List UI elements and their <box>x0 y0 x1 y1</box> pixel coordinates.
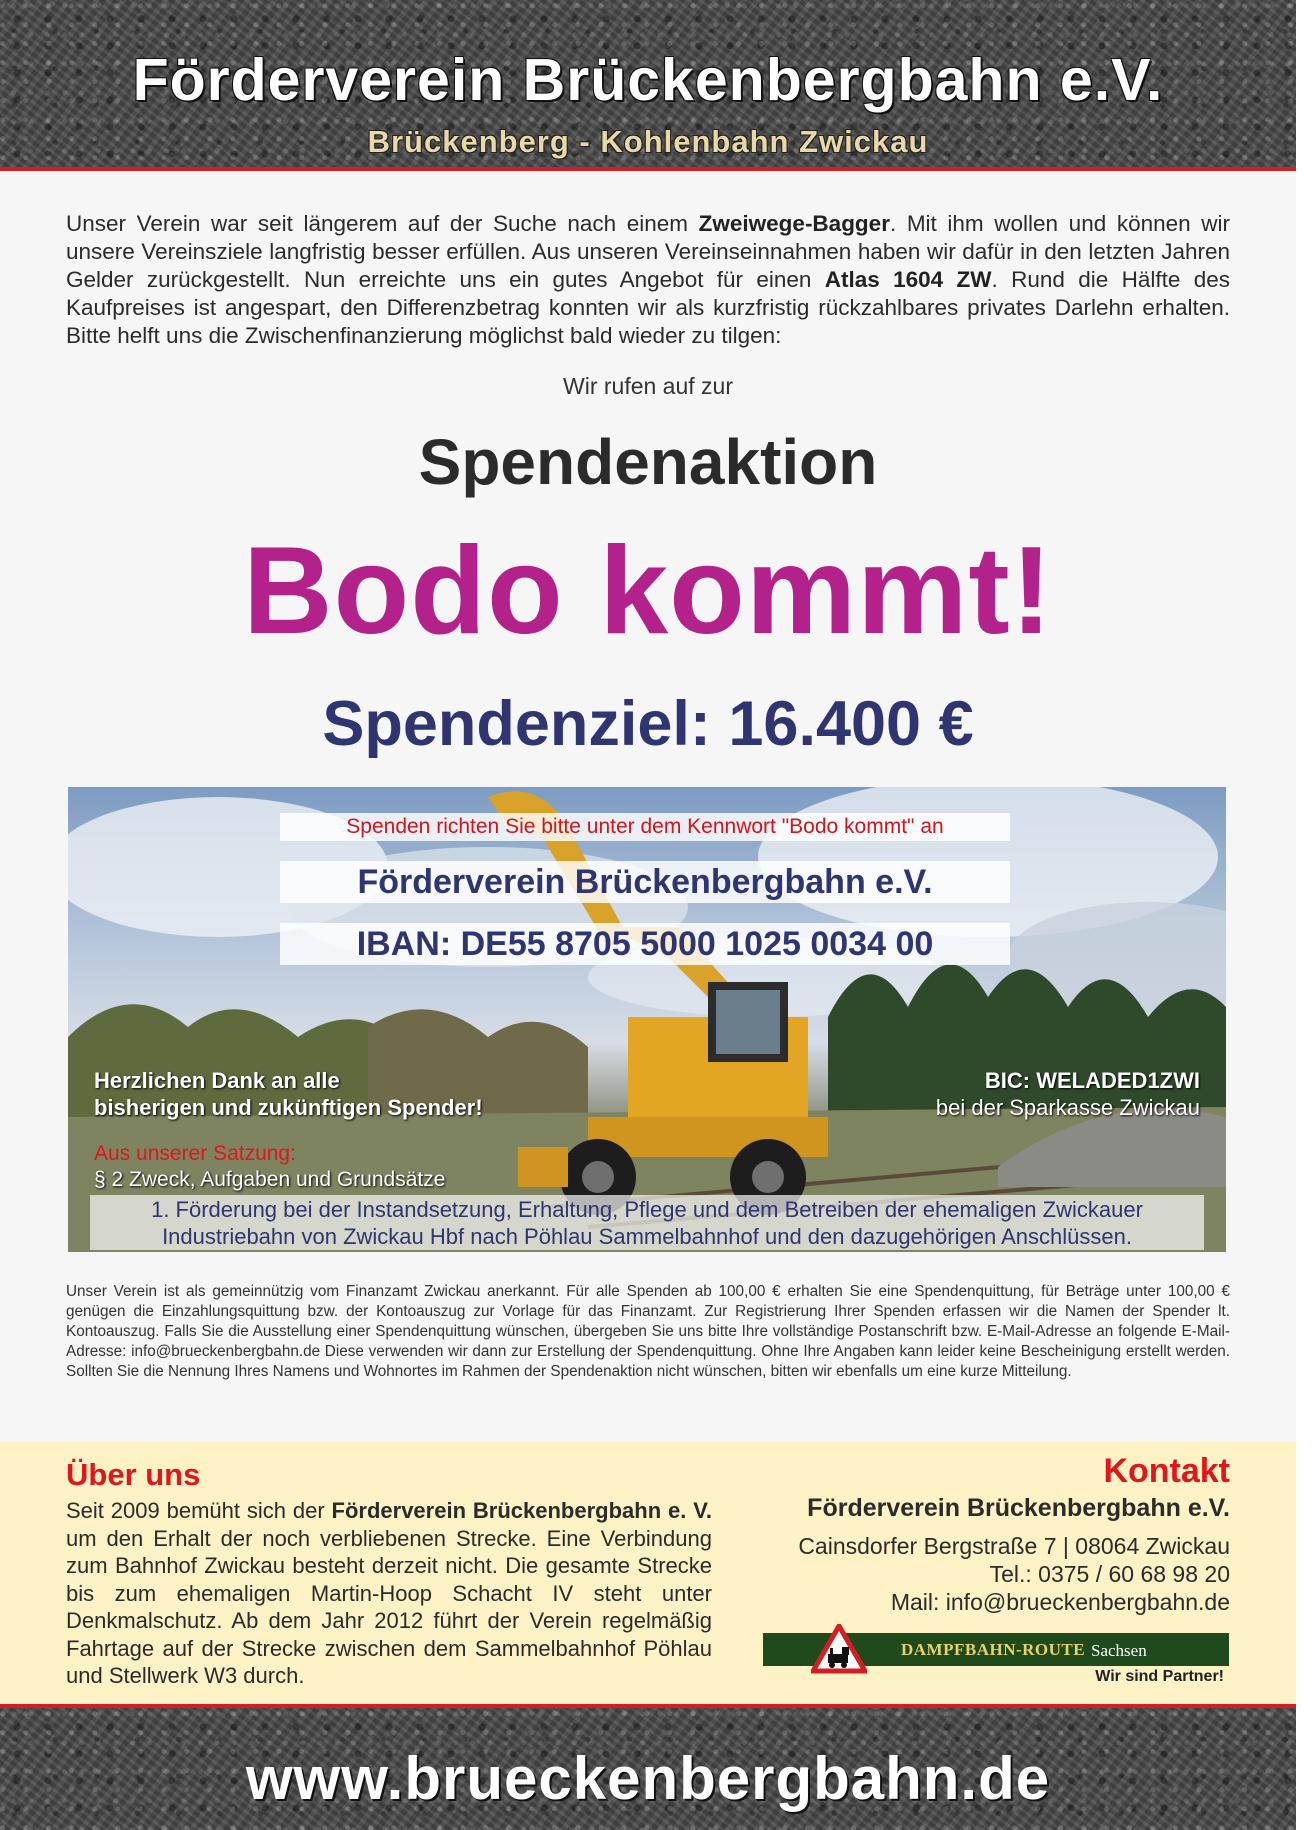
header-title: Förderverein Brückenbergbahn e.V. <box>132 47 1164 113</box>
dampfbahn-route-banner <box>763 1633 1229 1666</box>
intro-bold-atlas: Atlas 1604 ZW <box>824 267 992 292</box>
railway-crossing-sign-icon <box>811 1624 867 1674</box>
campaign-slogan: Bodo kommt! <box>242 522 1054 660</box>
intro-text-3: . Rund die Hälfte des Kaufpreises ist angespart, den Differenzbetrag konnten wir als kurzfristig rückzahlbares privates Darlehn erhalten. Bitte helft uns die Zwischenfinanzierung möglichst bald wieder zu tilgen: <box>66 267 1230 348</box>
contact-phone: Tel.: 0375 / 60 68 98 20 <box>989 1561 1230 1587</box>
about-heading: Über uns <box>66 1457 201 1492</box>
header-banner <box>0 0 1296 171</box>
statute-text <box>90 1195 1204 1250</box>
statute-paragraph: § 2 Zweck, Aufgaben und Grundsätze <box>94 1168 446 1191</box>
contact-address: Cainsdorfer Bergstraße 7 | 08064 Zwickau <box>798 1533 1230 1559</box>
statute-heading: Aus unserer Satzung: <box>94 1142 296 1165</box>
statute-line-1: 1. Förderung bei der Instandsetzung, Erhaltung, Pflege und dem Betreiben der ehemaligen Zwickauer <box>151 1197 1143 1222</box>
thanks-line-1: Herzlichen Dank an alle <box>94 1068 340 1093</box>
donation-goal: Spendenziel: 16.400 € <box>322 689 974 759</box>
website-url: www.brueckenbergbahn.de <box>245 1745 1051 1812</box>
about-text-1: Seit 2009 bemüht sich der <box>66 1498 332 1523</box>
bic-code: BIC: WELADED1ZWI <box>984 1068 1200 1093</box>
thanks-note <box>94 1067 483 1121</box>
footer-banner <box>0 1704 1296 1830</box>
fineprint: Unser Verein ist als gemeinnützig vom Finanzamt Zwickau anerkannt. Für alle Spenden ab 100,00 € erhalten Sie eine Spendenquittung, für Beträge unter 100,00 € genügen die Einzahlungsquittung bzw. der Kontoauszug zur Vorlage für das Finanzamt. Zur Registrierung Ihrer Spenden erfassen wir die Namen der Spender lt. Kontoauszug. Falls Sie die Ausstellung einer Spendenquittung wünschen, übergeben Sie uns bitte Ihre vollständige Postanschrift bzw. E-Mail-Adresse an folgende E-Mail-Adresse: info@brueckenbergbahn.de Diese verwenden wir dann zur Erstellung der Spendenquittung. Ohne Ihre Angaben kann leider keine Bescheinigung erstellt werden. Sollten Sie die Nennung Ihres Namens und Wohnortes im Rahmen der Spendenaktion nicht wünschen, bitten wir ebenfalls um eine kurze Mitteilung. <box>66 1283 1230 1380</box>
about-text-2: um den Erhalt der noch verbliebenen Strecke. Eine Verbindung zum Bahnhof Zwickau besteht derzeit nicht. Die gesamte Strecke bis zum ehemaligen Martin-Hoop Schacht IV steht unter Denkmalschutz. Ab dem Jahr 2012 führt der Verein regelmäßig Fahrtage auf der Strecke zwischen dem Sammelbahnhof Pöhlau und Stellwerk W3 durch. <box>66 1525 712 1688</box>
statute-line-2: Industriebahn von Zwickau Hbf nach Pöhlau Sammelbahnhof und den dazugehörigen Anschlüssen. <box>162 1224 1132 1249</box>
partner-note: Wir sind Partner! <box>1095 1668 1224 1685</box>
page-margin <box>1296 0 1316 1830</box>
contact-org: Förderverein Brückenbergbahn e.V. <box>807 1494 1230 1522</box>
excavator-photo <box>68 787 1226 1252</box>
about-bold-org: Förderverein Brückenbergbahn e. V. <box>331 1498 712 1523</box>
donation-instruction: Spenden richten Sie bitte unter dem Kennwort "Bodo kommt" an <box>280 813 1010 841</box>
header-subtitle: Brückenberg - Kohlenbahn Zwickau <box>367 124 929 159</box>
contact-heading: Kontakt <box>1103 1452 1230 1490</box>
bank-details <box>936 1067 1200 1121</box>
about-text <box>66 1497 712 1690</box>
intro-bold-bagger: Zweiwege-Bagger <box>698 211 890 236</box>
intro-text-1: Unser Verein war seit längerem auf der Suche nach einem <box>66 211 699 236</box>
thanks-line-2: bisherigen und zukünftigen Spender! <box>94 1095 483 1120</box>
contact-mail: Mail: info@brueckenbergbahn.de <box>890 1589 1230 1615</box>
route-region: Sachsen <box>1091 1641 1147 1660</box>
campaign-title: Spendenaktion <box>418 426 878 498</box>
intro-text-2: . Mit ihm wollen und können wir unsere Vereinsziele langfristig besser erfüllen. Aus unseren Vereinseinnahmen haben wir dafür in den letzten Jahren Gelder zurückgestellt. Nun erreichte uns ein gutes Angebot für einen <box>66 211 1230 292</box>
route-label: DAMPFBAHN-ROUTE <box>901 1640 1086 1659</box>
recipient-name: Förderverein Brückenbergbahn e.V. <box>280 861 1010 903</box>
bank-name: bei der Sparkasse Zwickau <box>935 1095 1200 1120</box>
intro-paragraph <box>66 210 1230 350</box>
iban: IBAN: DE55 8705 5000 1025 0034 00 <box>280 923 1010 965</box>
call-to-action: Wir rufen auf zur <box>563 373 733 399</box>
